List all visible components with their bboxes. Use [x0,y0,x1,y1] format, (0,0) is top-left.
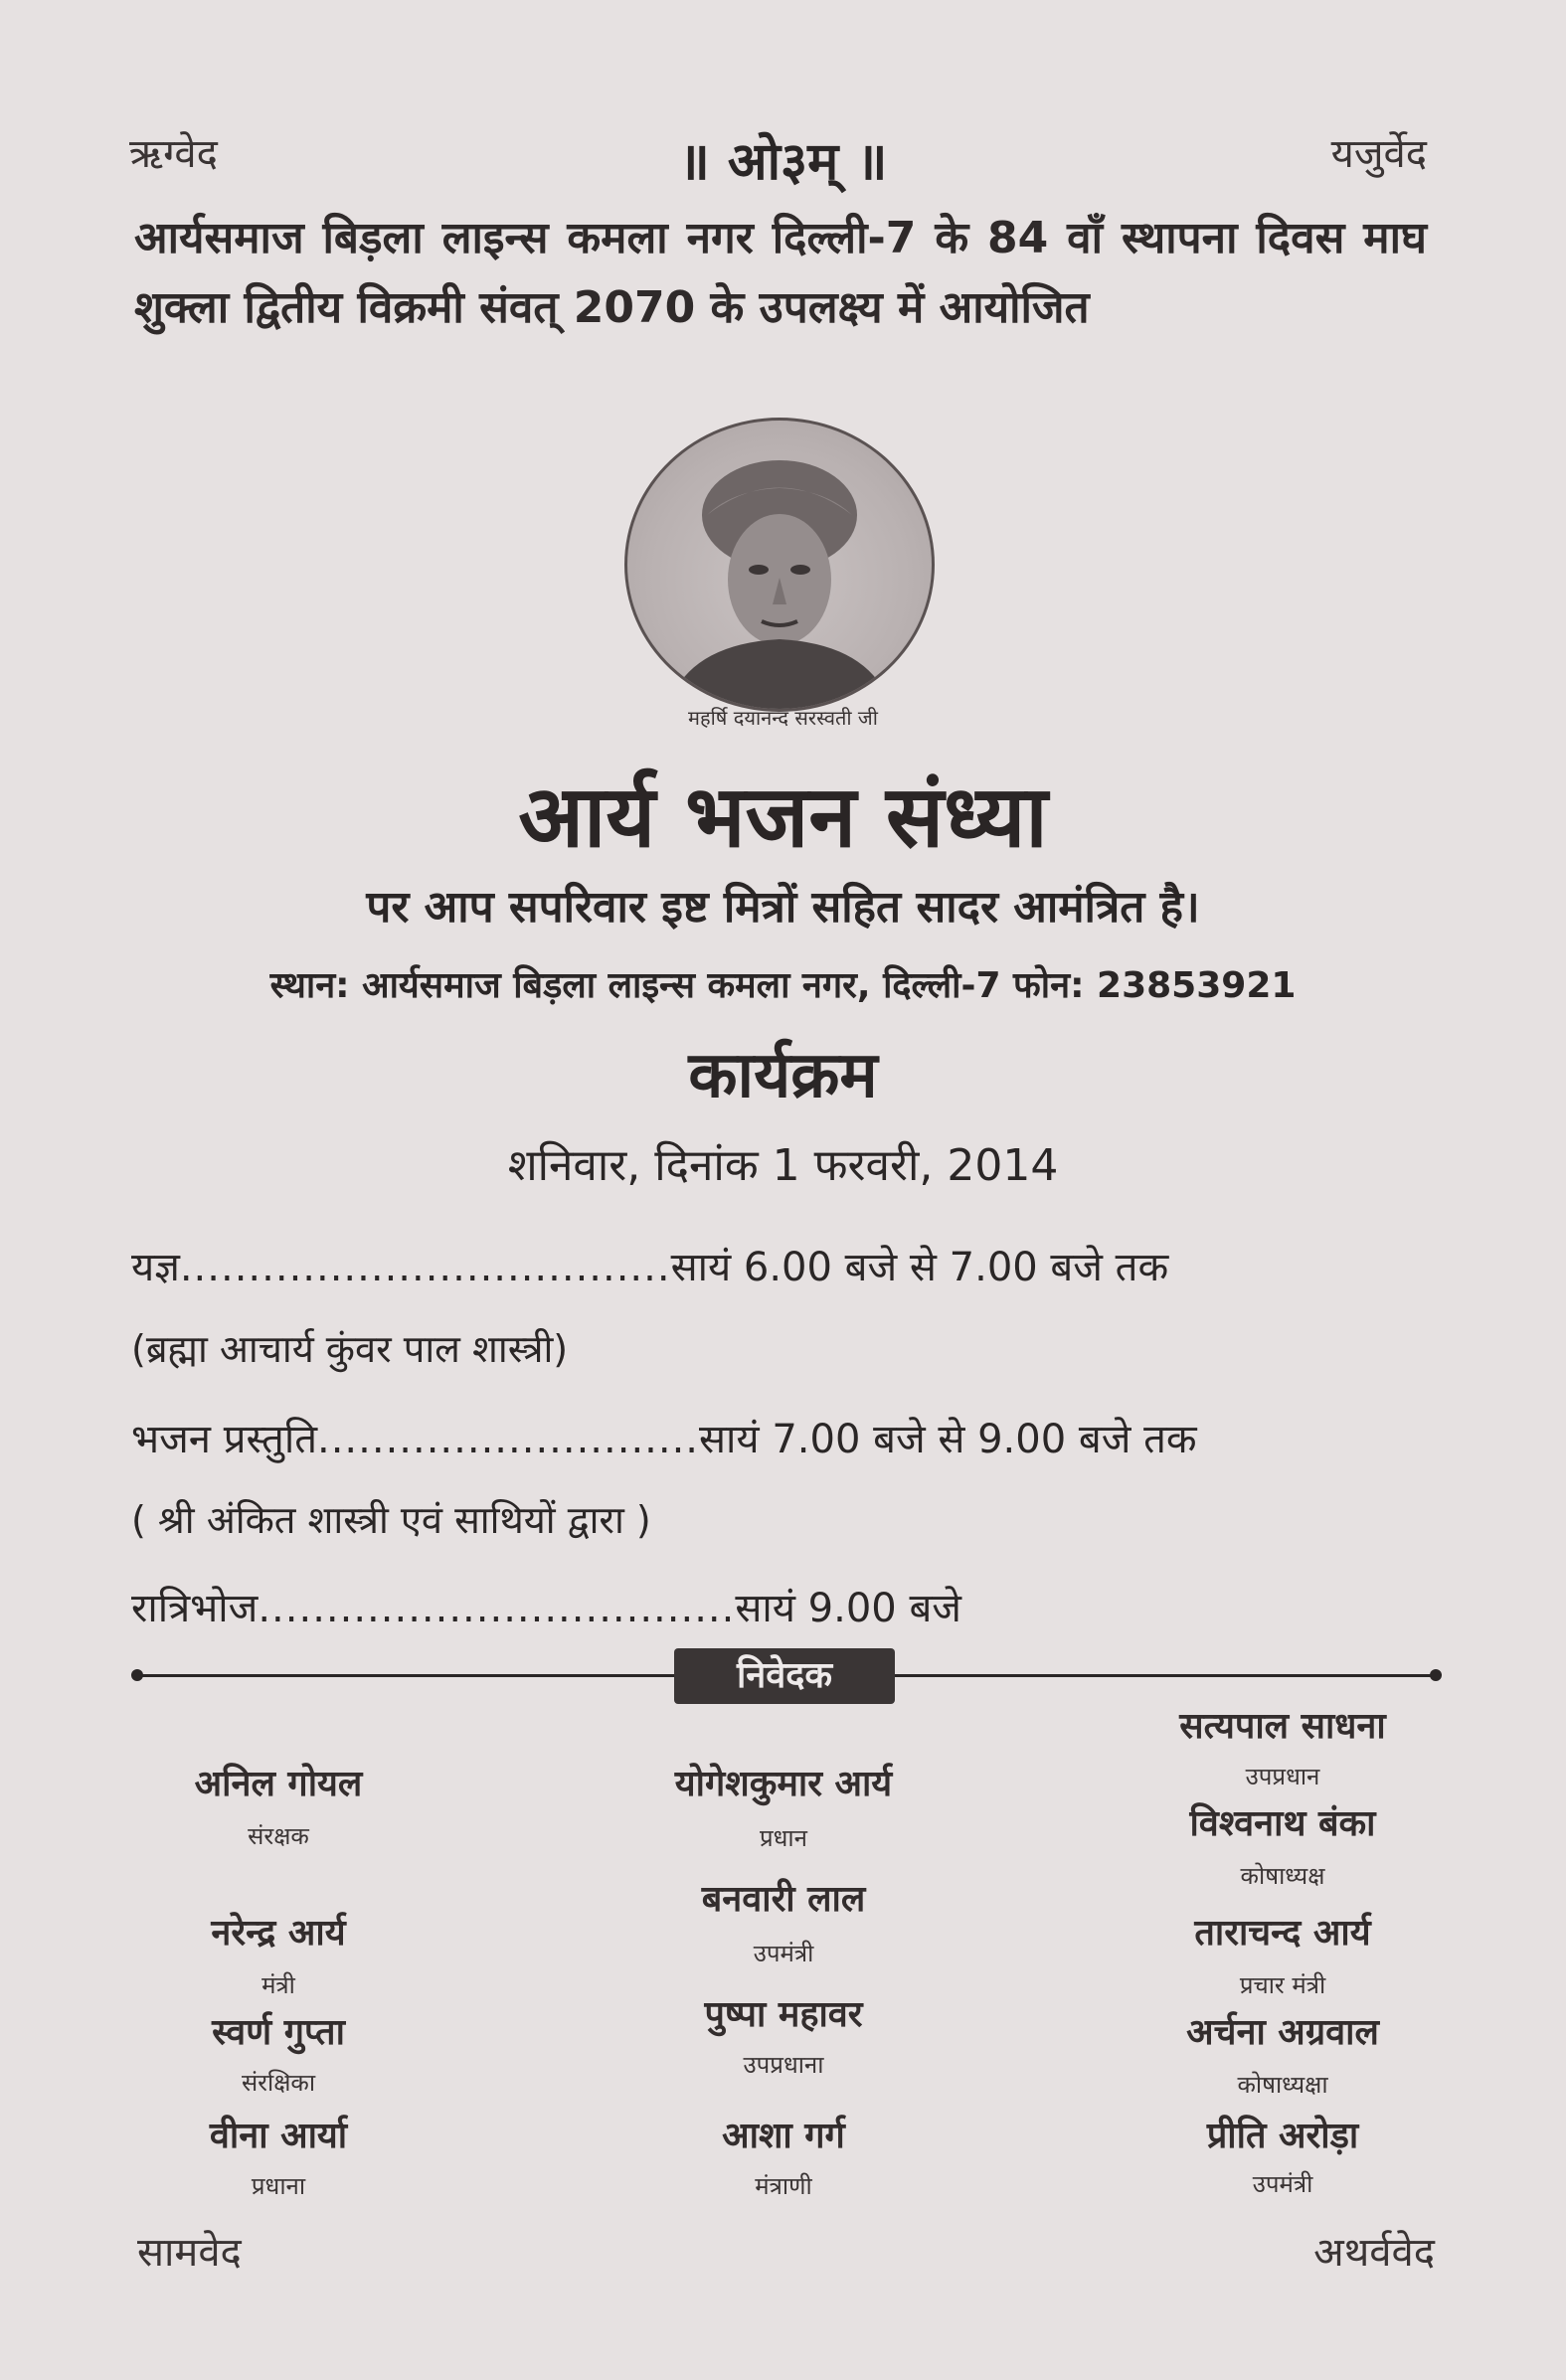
nivedak-left-name: वीना आर्या [209,2116,348,2156]
nivedak-left-role: मंत्री [261,1971,295,1999]
nivedak-center-role: प्रधान [760,1824,807,1852]
invite-line: पर आप सपरिवार इष्ट मित्रों सहित सादर आमंत्रित है। [366,882,1200,933]
program-item-label: रात्रिभोज [131,1586,259,1631]
nivedak-right-role: कोषाध्यक्ष [1240,1862,1325,1890]
rigveda-label: ऋग्वेद [129,131,218,177]
nivedak-center-name: योगेशकुमार आर्य [674,1764,893,1804]
program-item-label: यज्ञ [131,1245,180,1290]
nivedak-center-name: पुष्पा महावर [704,1994,863,2035]
program-item-bhajan [131,1410,1197,1464]
portrait-icon [627,421,932,709]
leader-dots: ............................ [317,1417,700,1462]
program-note-brahma: (ब्रह्मा आचार्य कुंवर पाल शास्त्री) [131,1327,569,1371]
nivedak-center-role: मंत्राणी [755,2172,812,2200]
yajurveda-label: यजुर्वेद [1330,131,1427,177]
venue-line: स्थान: आर्यसमाज बिड़ला लाइन्स कमला नगर, दिल्ली-7 फोन: 23853921 [269,965,1297,1006]
program-item-yagya [131,1238,1168,1292]
nivedak-left-name: नरेन्द्र आर्य [211,1913,346,1954]
nivedak-right-role: कोषाध्यक्षा [1237,2071,1328,2099]
program-item-time: सायं 9.00 बजे [735,1586,961,1631]
nivedak-right-role: प्रचार मंत्री [1239,1971,1326,1999]
portrait-caption: महर्षि दयानन्द सरस्वती जी [688,706,878,730]
nivedak-right-name: ताराचन्द आर्य [1194,1913,1371,1954]
divider-dot-right [1430,1669,1442,1681]
nivedak-right-role: उपमंत्री [1252,2170,1313,2198]
nivedak-left-role: प्रधाना [251,2172,306,2200]
program-date: शनिवार, दिनांक 1 फरवरी, 2014 [507,1140,1059,1191]
nivedak-center-role: उपप्रधाना [743,2051,824,2079]
nivedak-right-name: सत्यपाल साधना [1179,1706,1386,1747]
program-item-time: सायं 6.00 बजे से 7.00 बजे तक [670,1245,1169,1290]
leader-dots: ................................... [258,1586,736,1631]
nivedak-center-role: उपमंत्री [753,1940,814,1967]
nivedak-center-name: बनवारी लाल [701,1879,866,1920]
atharvaveda-label: अथर्ववेद [1313,2230,1435,2276]
nivedak-right-name: विश्वनाथ बंका [1189,1803,1376,1844]
nivedak-left-role: संरक्षक [248,1822,309,1850]
program-item-time: सायं 7.00 बजे से 9.00 बजे तक [699,1417,1197,1462]
program-note-singers: ( श्री अंकित शास्त्री एवं साथियों द्वारा ) [131,1498,651,1542]
divider-dot-left [131,1669,143,1681]
program-item-label: भजन प्रस्तुति [131,1417,317,1462]
nivedak-label: निवेदक [674,1648,895,1704]
event-title: आर्य भजन संध्या [518,767,1048,867]
portrait-photo [624,418,935,712]
program-heading: कार्यक्रम [688,1039,878,1112]
leader-dots: .................................... [179,1245,671,1290]
om-heading: ॥ ओ३म् ॥ [678,132,888,192]
nivedak-right-role: उपप्रधान [1245,1763,1320,1790]
nivedak-right-name: अर्चना अग्रवाल [1186,2012,1379,2053]
intro-text: आर्यसमाज बिड़ला लाइन्स कमला नगर दिल्ली-7 के 84 वाँ स्थापना दिवस माघ शुक्ला द्वितीय विक्रमी संवत् 2070 के उपलक्ष्य में आयोजित [134,213,1427,333]
nivedak-left-role: संरक्षिका [241,2069,316,2097]
program-item-dinner [131,1579,961,1633]
nivedak-left-name: अनिल गोयल [194,1764,363,1804]
nivedak-left-name: स्वर्ण गुप्ता [212,2012,345,2053]
nivedak-right-name: प्रीति अरोड़ा [1206,2116,1359,2156]
nivedak-center-name: आशा गर्ग [722,2116,845,2156]
samaveda-label: सामवेद [137,2230,242,2276]
